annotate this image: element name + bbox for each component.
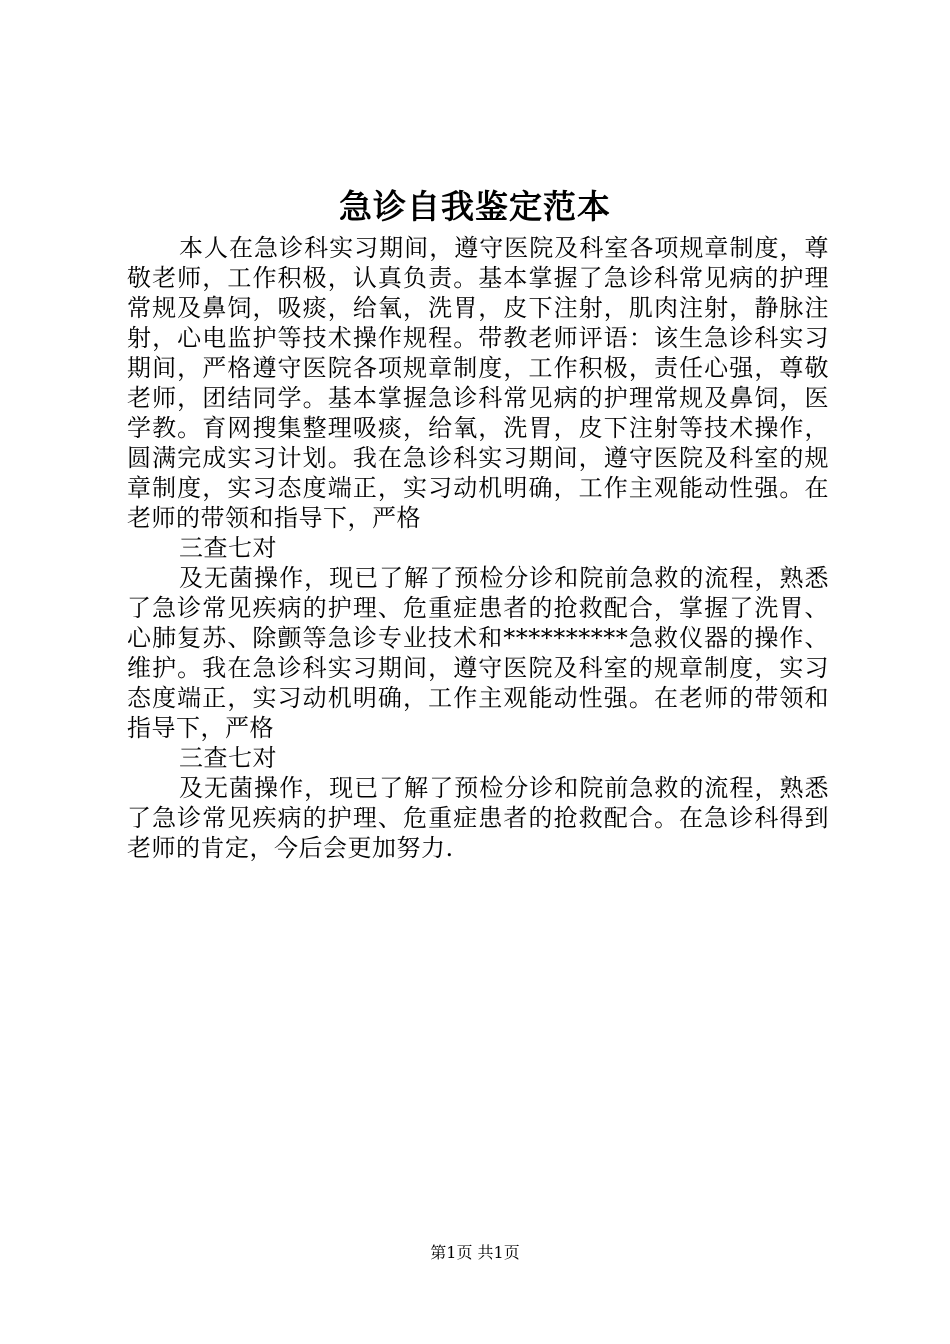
paragraph-5: 及无菌操作，现已了解了预检分诊和院前急救的流程，熟悉了急诊常见疾病的护理、危重症患者的抢救配合。在急诊科得到老师的肯定，今后会更加努力. [127,774,829,862]
paragraph-3: 及无菌操作，现已了解了预检分诊和院前急救的流程，熟悉了急诊常见疾病的护理、危重症患者的抢救配合，掌握了洗胃、心肺复苏、除颤等急诊专业技术和**********急救仪器的操作、维护。我在急诊科实习期间，遵守医院及科室的规章制度，实习态度端正，实习动机明确，工作主观能动性强。在老师的带领和指导下，严格 [127,564,829,742]
document-body [127,233,829,863]
paragraph-2: 三查七对 [179,534,277,562]
paragraph-1: 本人在急诊科实习期间，遵守医院及科室各项规章制度，尊敬老师，工作积极，认真负责。基本掌握了急诊科常见病的护理常规及鼻饲，吸痰，给氧，洗胃，皮下注射，肌肉注射，静脉注射，心电监护等技术操作规程。带教老师评语：该生急诊科实习期间，严格遵守医院各项规章制度，工作积极，责任心强，尊敬老师，团结同学。基本掌握急诊科常见病的护理常规及鼻饲，医学教。育网搜集整理吸痰，给氧，洗胃，皮下注射等技术操作，圆满完成实习计划。我在急诊科实习期间，遵守医院及科室的规章制度，实习态度端正，实习动机明确，工作主观能动性强。在老师的带领和指导下，严格 [127,234,829,532]
document-title: 急诊自我鉴定范本 [339,187,611,226]
page-footer: 第1页 共1页 [430,1243,520,1262]
paragraph-4: 三查七对 [179,744,277,772]
